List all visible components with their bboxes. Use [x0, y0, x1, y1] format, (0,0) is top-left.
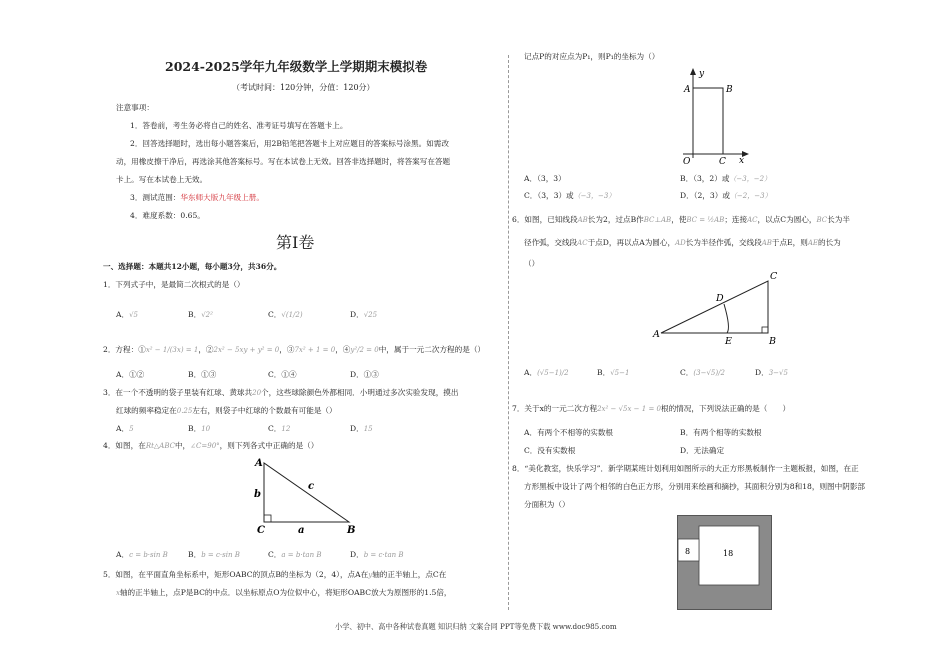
- q2-stem: 2．方程：①x² − 1/(3x) = 1，②2x² − 5xy + y² = 0，③7x² + 1 = 0，④y²/2 = 0中，属于一元二次方程的是（）: [103, 345, 486, 354]
- q1-stem: 1．下列式子中，是最简二次根式的是（）: [103, 280, 245, 289]
- q4-option-b: B．b = c·sin B: [188, 550, 240, 559]
- notice-heading: 注意事项：: [116, 103, 154, 112]
- q8-large-square-label: 18: [723, 549, 734, 558]
- q5-line-1: 5．如图，在平面直角坐标系中，矩形OABC的顶点B的坐标为（2，4），点A在y轴的正半轴上，点C在: [103, 570, 447, 579]
- q6-label-b: B: [769, 336, 776, 347]
- q6-line-2: 径作弧，交线段AC于点D，再以点A为圆心，AD长为半径作弧，交线段AB于点E，则AE的长为: [524, 238, 841, 247]
- q6-line-3: （）: [524, 259, 540, 268]
- q4-option-c: C．a = b·tan B: [268, 550, 322, 559]
- q5-line-3: 记点P的对应点为P₁，则P₁的坐标为（）: [524, 52, 660, 61]
- q5-coordinate-figure: [675, 66, 755, 166]
- q6-line-1: 6．如图，已知线段AB长为2，过点B作BC⊥AB，使BC = ½AB；连接AC，以点C为圆心，BC长为半: [512, 215, 850, 224]
- q7-option-b: B．有两个相等的实数根: [680, 428, 762, 437]
- q6-option-a: A．(√5−1)/2: [524, 368, 569, 377]
- q6-label-e: E: [725, 336, 732, 347]
- q1-option-b: B．√2²: [188, 310, 213, 319]
- q4-option-a: A．c = b·sin B: [116, 550, 168, 559]
- page-footer: 小学、初中、高中各种试卷真题 知识归纳 文案合同 PPT等免费下载 www.doc985.com: [335, 622, 617, 631]
- q7-stem: 7．关于x的一元二次方程2x² − √5x − 1 = 0根的情况，下列说法正确的是（ ）: [512, 404, 791, 413]
- q5-axis-x-label: x: [739, 156, 745, 166]
- q4-triangle-figure: [250, 455, 360, 535]
- q2-option-c: C．①④: [268, 370, 297, 379]
- q8-small-square-label: 8: [685, 547, 691, 556]
- notice-item-2-line-3: 卡上。写在本试卷上无效。: [116, 175, 208, 184]
- column-divider: [508, 55, 509, 610]
- q7-option-a: A．有两个不相等的实数根: [524, 428, 614, 437]
- q2-option-d: D．①③: [350, 370, 379, 379]
- q6-label-c: C: [770, 271, 778, 282]
- q8-line-1: 8．“美化教室，快乐学习”．新学期某班计划利用如图所示的大正方形黑板制作一主题板报，如图，在正: [512, 464, 859, 473]
- exam-info: （考试时间：120分钟，分值：120分）: [232, 83, 375, 92]
- q6-option-c: C．(3−√5)/2: [680, 368, 725, 377]
- q4-label-a-side: a: [298, 525, 305, 535]
- q8-blackboard-figure: [677, 515, 773, 611]
- q5-label-c: C: [719, 157, 726, 166]
- q4-option-d: D．b = c·tan B: [350, 550, 404, 559]
- test-scope: 华东师大版九年级上册。: [180, 193, 264, 202]
- q3-option-d: D．15: [350, 424, 373, 433]
- q5-axis-y-label: y: [699, 69, 705, 79]
- notice-item-2-line-1: 2．回答选择题时，选出每小题答案后，用2B铅笔把答题卡上对应题目的答案标号涂黑。如需改: [130, 139, 449, 148]
- q5-option-a: A．（3，3）: [524, 174, 566, 183]
- q5-option-b: B．（3，2）或（−3，−2）: [680, 174, 772, 183]
- q5-label-a: A: [684, 85, 691, 95]
- q4-label-c-vertex: C: [257, 525, 265, 535]
- q1-option-d: D．√25: [350, 310, 378, 319]
- exam-title: 2024-2025学年九年级数学上学期期末模拟卷: [165, 59, 428, 74]
- section-1-heading: 一、选择题：本题共12小题，每小题3分，共36分。: [103, 262, 282, 271]
- q3-line-2: 红球的频率稳定在0.25左右，则袋子中红球的个数最有可能是（）: [116, 406, 337, 415]
- q5-option-c: C．（3，3）或（−3，−3）: [524, 191, 616, 200]
- q6-triangle-figure: [645, 268, 785, 350]
- q1-option-c: C．√(1/2): [268, 310, 303, 319]
- q2-option-a: A．①②: [116, 370, 145, 379]
- q6-label-d: D: [716, 293, 724, 304]
- q3-option-a: A．5: [116, 424, 134, 433]
- q2-equation-2: 2x² − 5xy + y² = 0: [213, 346, 280, 354]
- q8-line-3: 分面积为（）: [524, 500, 570, 509]
- q7-option-d: D．无法确定: [680, 446, 725, 455]
- q4-label-b-side: b: [254, 489, 261, 500]
- q4-label-b-vertex: B: [347, 525, 356, 535]
- q2-equation-1: x² − 1/(3x) = 1: [145, 346, 199, 354]
- q4-label-a-vertex: A: [255, 458, 263, 469]
- notice-item-2-line-2: 动，用橡皮擦干净后，再选涂其他答案标号。写在本试卷上无效。回答非选择题时，将答案写在答题: [116, 157, 451, 166]
- notice-item-1: 1．答卷前，考生务必将自己的姓名、准考证号填写在答题卡上。: [130, 121, 348, 130]
- q8-line-2: 方形黑板中设计了两个相邻的白色正方形，分别用来绘画和摘抄，其面积分别为8和18，则图中阴影部: [524, 482, 866, 491]
- q1-option-a: A．√5: [116, 310, 138, 319]
- q6-label-a: A: [653, 329, 660, 340]
- q3-line-1: 3．在一个不透明的袋子里装有红球、黄球共20个，这些球除颜色外都相同．小明通过多次实验发现，摸出: [103, 388, 459, 397]
- q3-option-c: C．12: [268, 424, 291, 433]
- volume-title: 第Ⅰ卷: [276, 233, 315, 252]
- q2-option-b: B．①③: [188, 370, 217, 379]
- notice-item-4: 4．难度系数：0.65。: [130, 211, 205, 220]
- q7-option-c: C．没有实数根: [524, 446, 576, 455]
- notice-item-3: [130, 193, 264, 203]
- q3-option-b: B．10: [188, 424, 211, 433]
- q5-label-b: B: [726, 85, 733, 95]
- q5-line-2: x轴的正半轴上，点P是BC的中点．以坐标原点O为位似中心，将矩形OABC放大为原图形的1.5倍，: [116, 588, 452, 597]
- q4-stem: 4．如图，在Rt△ABC中，∠C=90°，则下列各式中正确的是（）: [103, 441, 319, 450]
- q5-option-d: D．（2，3）或（−2，−3）: [680, 191, 772, 200]
- q5-label-o: O: [683, 157, 691, 166]
- q2-equation-3: 7x² + 1 = 0: [294, 346, 336, 354]
- q2-equation-4: y²/2 = 0: [350, 346, 379, 354]
- notice-item-3-prefix: 3．测试范围：: [130, 193, 181, 202]
- q6-option-d: D．3−√5: [755, 368, 788, 377]
- q4-label-c-side: c: [308, 481, 315, 492]
- q6-option-b: B．√5−1: [597, 368, 630, 377]
